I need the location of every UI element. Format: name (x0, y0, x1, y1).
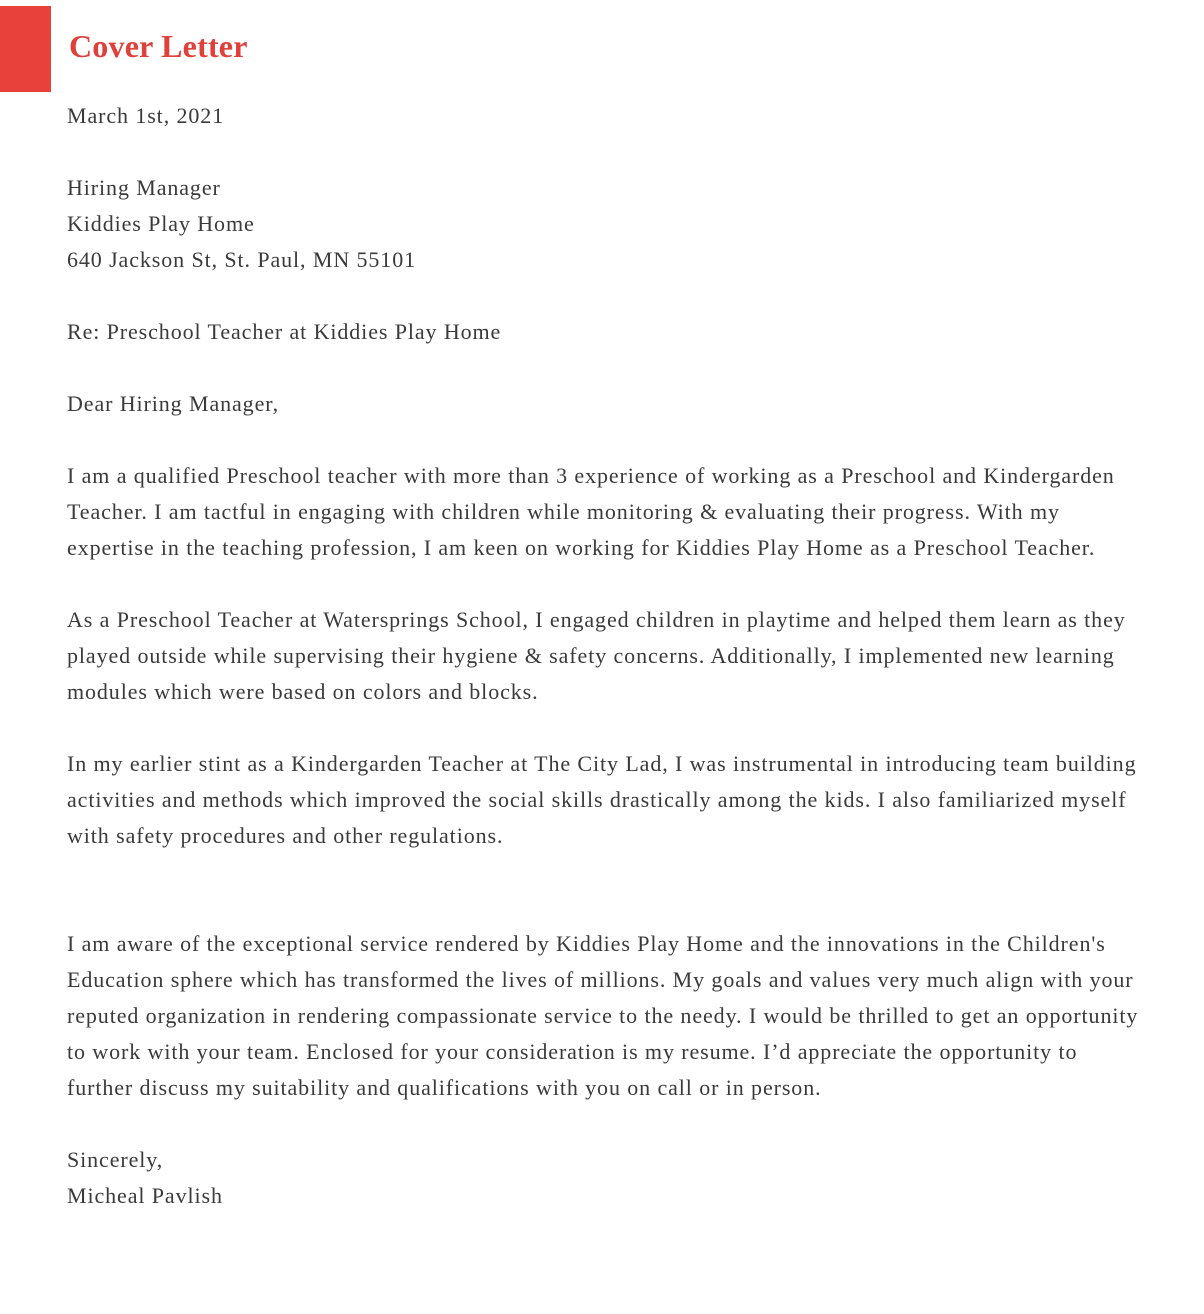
closing: Sincerely, (67, 1147, 164, 1172)
letter-date: March 1st, 2021 (67, 103, 225, 128)
letter-body (67, 98, 1147, 1214)
sign-off-block (67, 1142, 1147, 1214)
document-title: Cover Letter (69, 28, 248, 64)
recipient-address: 640 Jackson St, St. Paul, MN 55101 (67, 247, 417, 272)
salutation: Dear Hiring Manager, (67, 391, 279, 416)
recipient-name: Hiring Manager (67, 175, 221, 200)
recipient-company: Kiddies Play Home (67, 211, 255, 236)
body-paragraph: I am a qualified Preschool teacher with more than 3 experience of working as a Preschool and Kindergarden Teacher. I am tactful in engaging with children while monitoring & evaluating their progress. With my expertise in the teaching profession, I am keen on working for Kiddies Play Home as a Preschool Teacher. (67, 463, 1115, 560)
accent-bar (0, 6, 51, 92)
recipient-block (67, 170, 1147, 278)
subject-line: Re: Preschool Teacher at Kiddies Play Home (67, 319, 502, 344)
body-paragraph: As a Preschool Teacher at Watersprings School, I engaged children in playtime and helped them learn as they played outside while supervising their hygiene & safety concerns. Additionally, I implemented new learning modules which were based on colors and blocks. (67, 607, 1126, 704)
body-paragraph: In my earlier stint as a Kindergarden Teacher at The City Lad, I was instrumental in introducing team building activities and methods which improved the social skills drastically among the kids. I also familiarized myself with safety procedures and other regulations. (67, 751, 1137, 848)
body-paragraph: I am aware of the exceptional service rendered by Kiddies Play Home and the innovations in the Children's Education sphere which has transformed the lives of millions. My goals and values very much align with your reputed organization in rendering compassionate service to the needy. I would be thrilled to get an opportunity to work with your team. Enclosed for your consideration is my resume. I’d appreciate the opportunity to further discuss my suitability and qualifications with you on call or in person. (67, 931, 1139, 1100)
signature-name: Micheal Pavlish (67, 1183, 223, 1208)
